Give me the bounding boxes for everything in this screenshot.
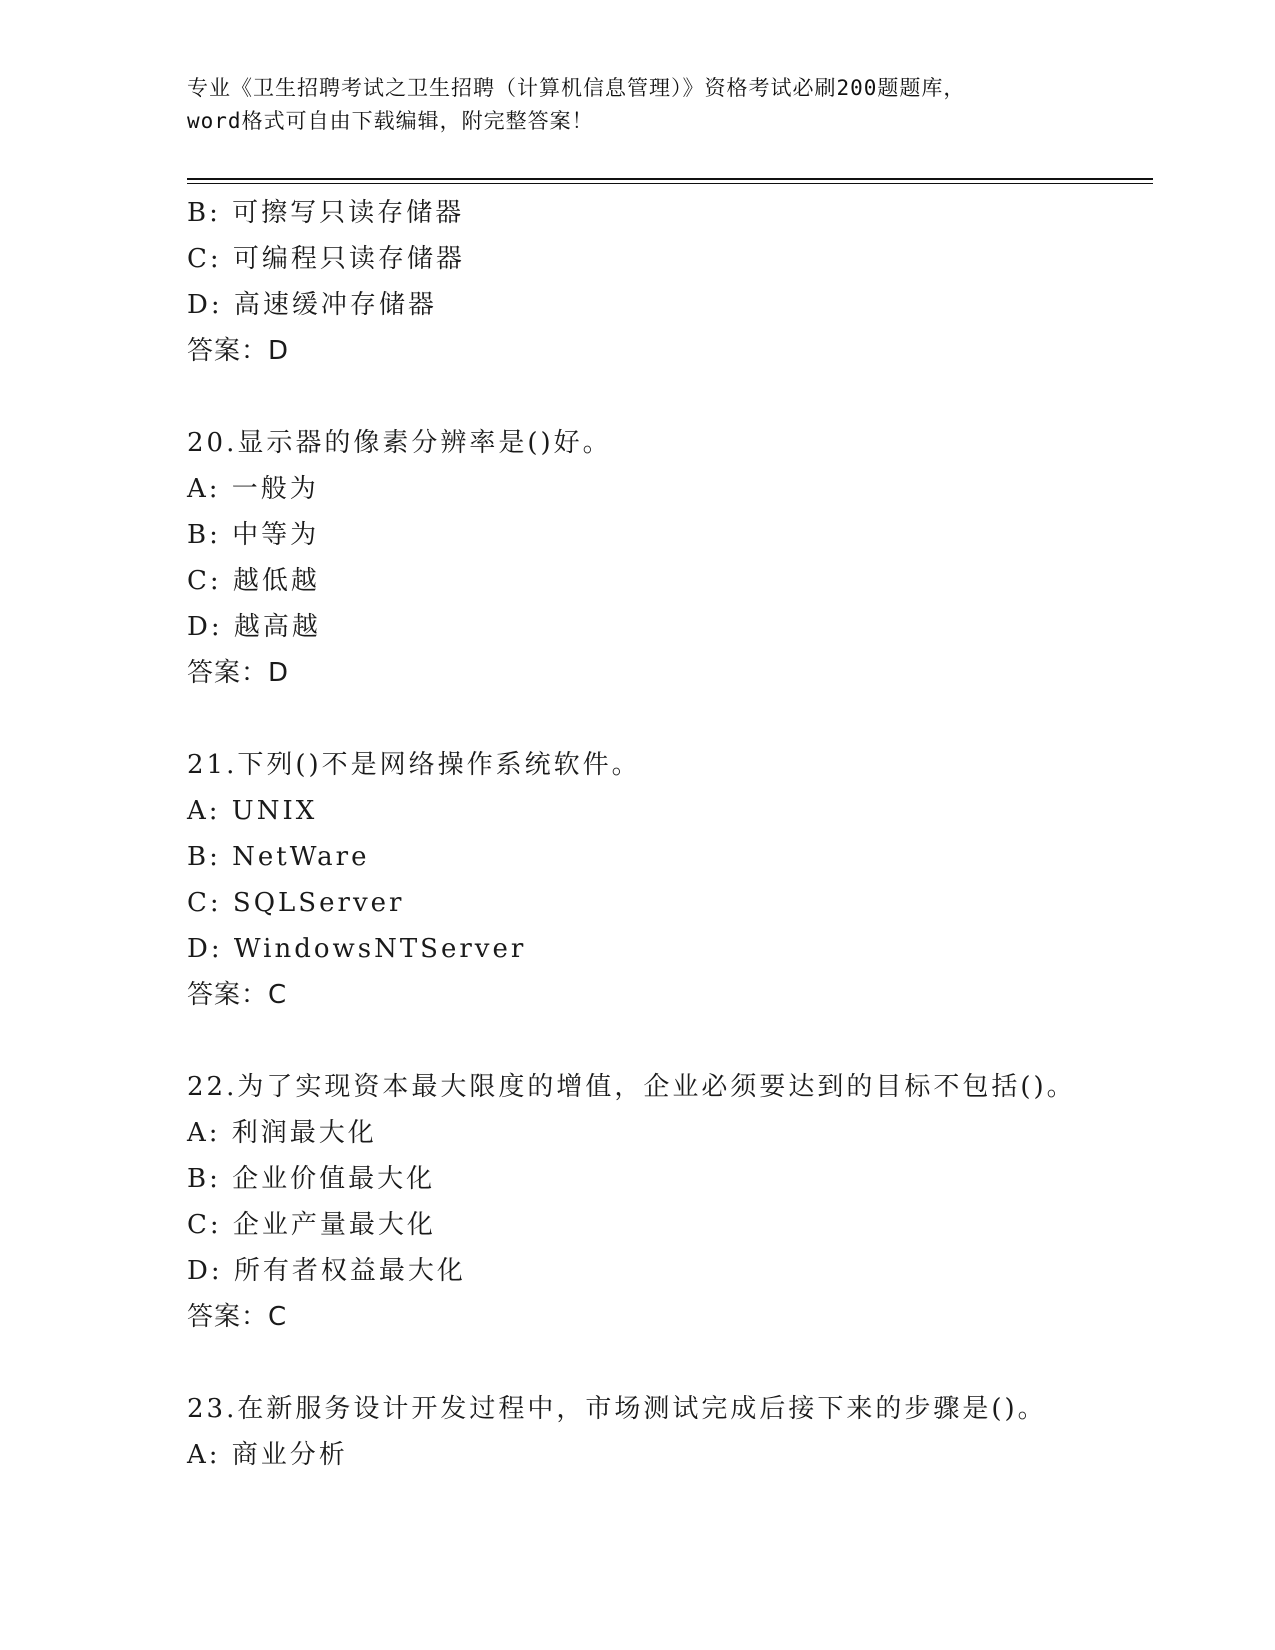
option-a: A: 一般为 [187, 474, 319, 504]
answer-line: 答案：C [187, 1302, 288, 1332]
option-c: C: 可编程只读存储器 [187, 244, 465, 274]
answer-line: 答案：D [187, 336, 290, 366]
question-stem: 20.显示器的像素分辨率是()好。 [187, 428, 612, 458]
question-21 [187, 742, 1153, 1018]
option-a: A: 利润最大化 [187, 1118, 377, 1148]
header-title-line-1: 专业《卫生招聘考试之卫生招聘（计算机信息管理）》资格考试必刷200题题库， [187, 76, 966, 100]
question-stem: 23.在新服务设计开发过程中，市场测试完成后接下来的步骤是()。 [187, 1394, 1047, 1424]
header-title-line-2: word格式可自由下载编辑，附完整答案！ [187, 109, 594, 133]
option-b: B: 企业价值最大化 [187, 1164, 436, 1194]
spacer [187, 1340, 1153, 1386]
option-b: B: NetWare [187, 842, 370, 872]
option-a: A: UNIX [187, 796, 318, 826]
option-d: D: 高速缓冲存储器 [187, 290, 437, 320]
question-22 [187, 1064, 1153, 1340]
option-c: C: 企业产量最大化 [187, 1210, 436, 1240]
question-stem: 22.为了实现资本最大限度的增值，企业必须要达到的目标不包括()。 [187, 1072, 1076, 1102]
option-d: D: 越高越 [187, 612, 321, 642]
option-b: B: 中等为 [187, 520, 320, 550]
option-d: D: 所有者权益最大化 [187, 1256, 466, 1286]
option-a: A: 商业分析 [187, 1440, 348, 1470]
answer-line: 答案：C [187, 980, 288, 1010]
question-20 [187, 420, 1153, 696]
question-19-continued [187, 190, 1153, 374]
question-list [187, 190, 1153, 1478]
option-c: C: SQLServer [187, 888, 405, 918]
spacer [187, 696, 1153, 742]
header-divider-thin [187, 183, 1153, 184]
question-23 [187, 1386, 1153, 1478]
header-divider-thick [187, 178, 1153, 180]
question-stem: 21.下列()不是网络操作系统软件。 [187, 750, 641, 780]
option-b: B: 可擦写只读存储器 [187, 198, 465, 228]
answer-line: 答案：D [187, 658, 290, 688]
document-header [187, 72, 1087, 138]
option-c: C: 越低越 [187, 566, 320, 596]
spacer [187, 374, 1153, 420]
spacer [187, 1018, 1153, 1064]
option-d: D: WindowsNTServer [187, 934, 527, 964]
